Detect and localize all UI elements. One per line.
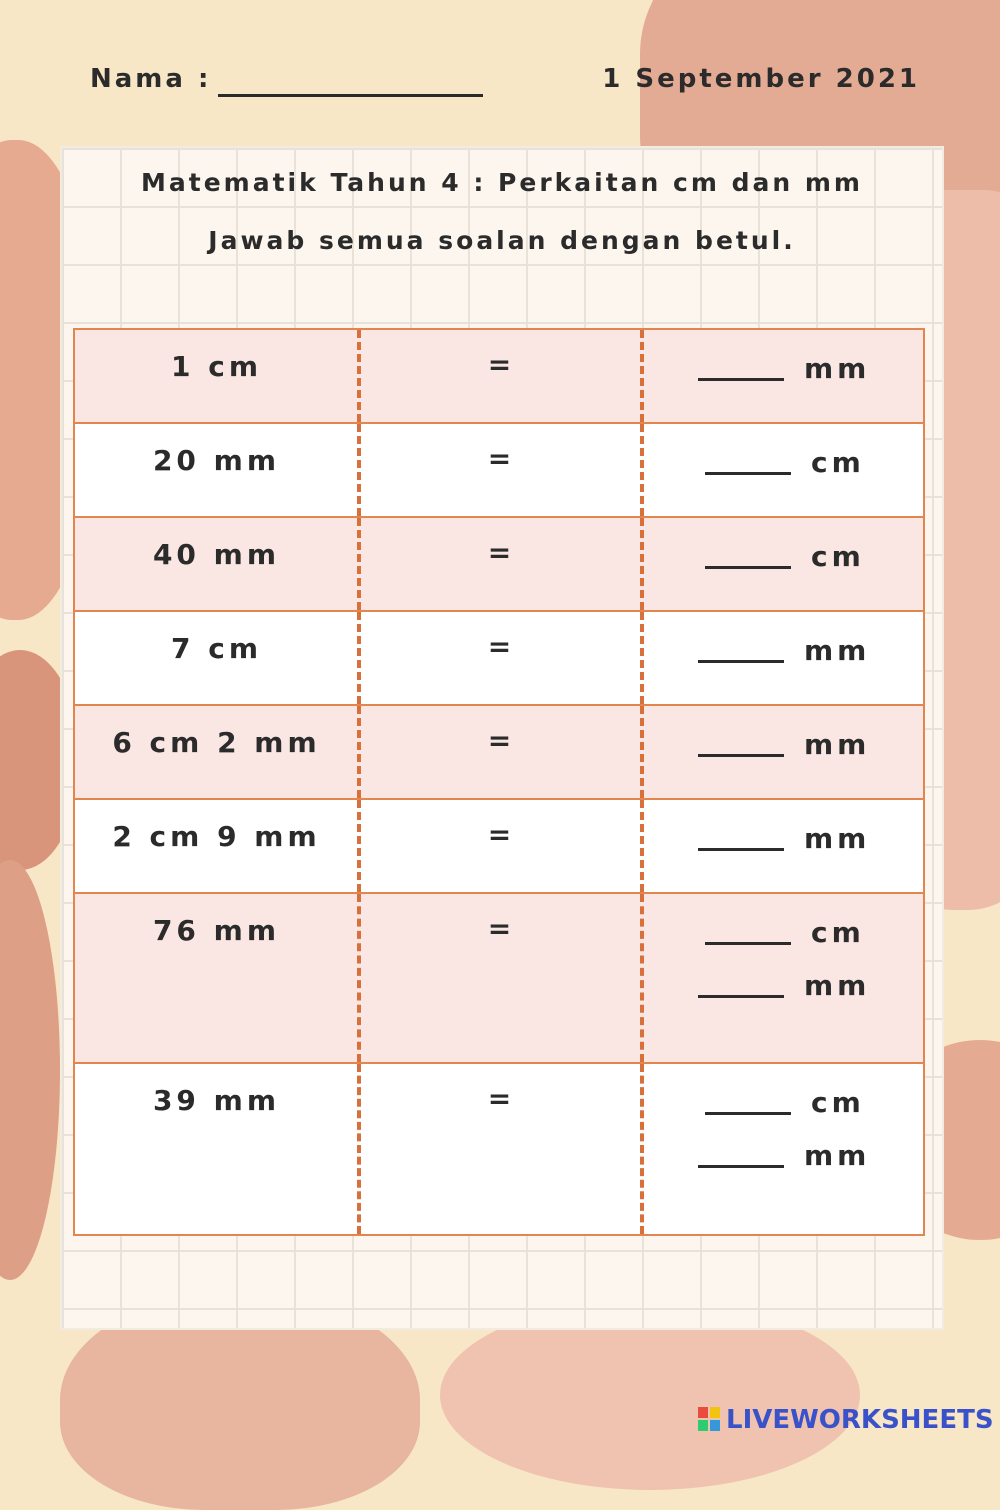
equals-cell xyxy=(358,1064,641,1234)
table-row xyxy=(75,1064,923,1234)
answer-slot xyxy=(641,726,923,760)
equals-sign: = xyxy=(487,912,512,945)
worksheet-instruction: Jawab semua soalan dengan betul. xyxy=(208,226,796,255)
column-divider xyxy=(640,800,644,892)
answer-blank[interactable] xyxy=(705,1112,791,1115)
equals-sign: = xyxy=(487,348,512,381)
answer-unit: mm xyxy=(804,728,871,761)
answer-slot xyxy=(641,538,923,572)
equals-cell xyxy=(358,424,641,516)
column-divider xyxy=(640,518,644,610)
answer-slot xyxy=(641,1137,923,1171)
column-divider xyxy=(357,612,361,704)
table-row xyxy=(75,894,923,1064)
equals-sign: = xyxy=(487,630,512,663)
footer-brand[interactable] xyxy=(698,1405,994,1439)
column-divider xyxy=(357,424,361,516)
question-text: 7 cm xyxy=(170,632,262,665)
equals-cell xyxy=(358,330,641,422)
column-divider xyxy=(640,612,644,704)
header-row xyxy=(90,64,920,108)
answer-unit: cm xyxy=(811,1086,865,1119)
brand-name: LIVEWORKSHEETS xyxy=(726,1405,994,1435)
column-divider xyxy=(640,424,644,516)
background-blob xyxy=(0,860,60,1280)
column-divider xyxy=(357,706,361,798)
equals-cell xyxy=(358,518,641,610)
question-cell xyxy=(75,424,358,516)
equals-cell xyxy=(358,612,641,704)
answer-cell xyxy=(641,518,923,610)
equals-sign: = xyxy=(487,724,512,757)
worksheet-title: Matematik Tahun 4 : Perkaitan cm dan mm xyxy=(141,168,863,197)
question-cell xyxy=(75,518,358,610)
name-label: Nama : xyxy=(90,64,212,94)
question-text: 1 cm xyxy=(170,350,262,383)
equals-cell xyxy=(358,706,641,798)
answer-unit: mm xyxy=(804,822,871,855)
answer-blank[interactable] xyxy=(705,942,791,945)
liveworksheets-logo-icon xyxy=(698,1407,720,1431)
equals-cell xyxy=(358,894,641,1062)
column-divider xyxy=(357,518,361,610)
name-input-line[interactable] xyxy=(218,94,483,97)
question-text: 39 mm xyxy=(152,1084,281,1117)
answer-slot xyxy=(641,820,923,854)
question-cell xyxy=(75,1064,358,1234)
conversion-table xyxy=(73,328,925,1236)
answer-slot xyxy=(641,350,923,384)
equals-sign: = xyxy=(487,442,512,475)
answer-cell xyxy=(641,706,923,798)
answer-cell xyxy=(641,800,923,892)
answer-blank[interactable] xyxy=(698,378,784,381)
question-cell xyxy=(75,612,358,704)
answer-blank[interactable] xyxy=(705,472,791,475)
answer-unit: cm xyxy=(811,540,865,573)
column-divider xyxy=(357,330,361,422)
equals-sign: = xyxy=(487,536,512,569)
column-divider xyxy=(640,330,644,422)
question-text: 6 cm 2 mm xyxy=(112,726,321,759)
answer-unit: cm xyxy=(811,446,865,479)
answer-slot xyxy=(641,1084,923,1118)
answer-cell xyxy=(641,894,923,1062)
table-row xyxy=(75,612,923,706)
answer-unit: mm xyxy=(804,634,871,667)
answer-cell xyxy=(641,1064,923,1234)
answer-unit: mm xyxy=(804,1139,871,1172)
answer-unit: mm xyxy=(804,969,871,1002)
column-divider xyxy=(640,706,644,798)
answer-blank[interactable] xyxy=(698,848,784,851)
answer-slot xyxy=(641,914,923,948)
answer-blank[interactable] xyxy=(698,754,784,757)
question-text: 20 mm xyxy=(152,444,281,477)
column-divider xyxy=(640,1064,644,1234)
question-cell xyxy=(75,330,358,422)
table-row xyxy=(75,706,923,800)
background-blob xyxy=(440,1300,860,1490)
question-text: 76 mm xyxy=(152,914,281,947)
answer-blank[interactable] xyxy=(698,660,784,663)
date-label: 1 September 2021 xyxy=(602,64,920,94)
table-row xyxy=(75,800,923,894)
column-divider xyxy=(640,894,644,1062)
answer-slot xyxy=(641,967,923,1001)
table-row xyxy=(75,330,923,424)
question-cell xyxy=(75,706,358,798)
answer-cell xyxy=(641,612,923,704)
answer-blank[interactable] xyxy=(698,995,784,998)
question-text: 2 cm 9 mm xyxy=(112,820,321,853)
answer-slot xyxy=(641,632,923,666)
equals-sign: = xyxy=(487,818,512,851)
table-row xyxy=(75,518,923,612)
column-divider xyxy=(357,1064,361,1234)
answer-blank[interactable] xyxy=(705,566,791,569)
equals-cell xyxy=(358,800,641,892)
answer-slot xyxy=(641,444,923,478)
answer-unit: mm xyxy=(804,352,871,385)
column-divider xyxy=(357,800,361,892)
answer-cell xyxy=(641,424,923,516)
equals-sign: = xyxy=(487,1082,512,1115)
question-text: 40 mm xyxy=(152,538,281,571)
question-cell xyxy=(75,894,358,1062)
answer-cell xyxy=(641,330,923,422)
answer-unit: cm xyxy=(811,916,865,949)
column-divider xyxy=(357,894,361,1062)
answer-blank[interactable] xyxy=(698,1165,784,1168)
table-row xyxy=(75,424,923,518)
question-cell xyxy=(75,800,358,892)
